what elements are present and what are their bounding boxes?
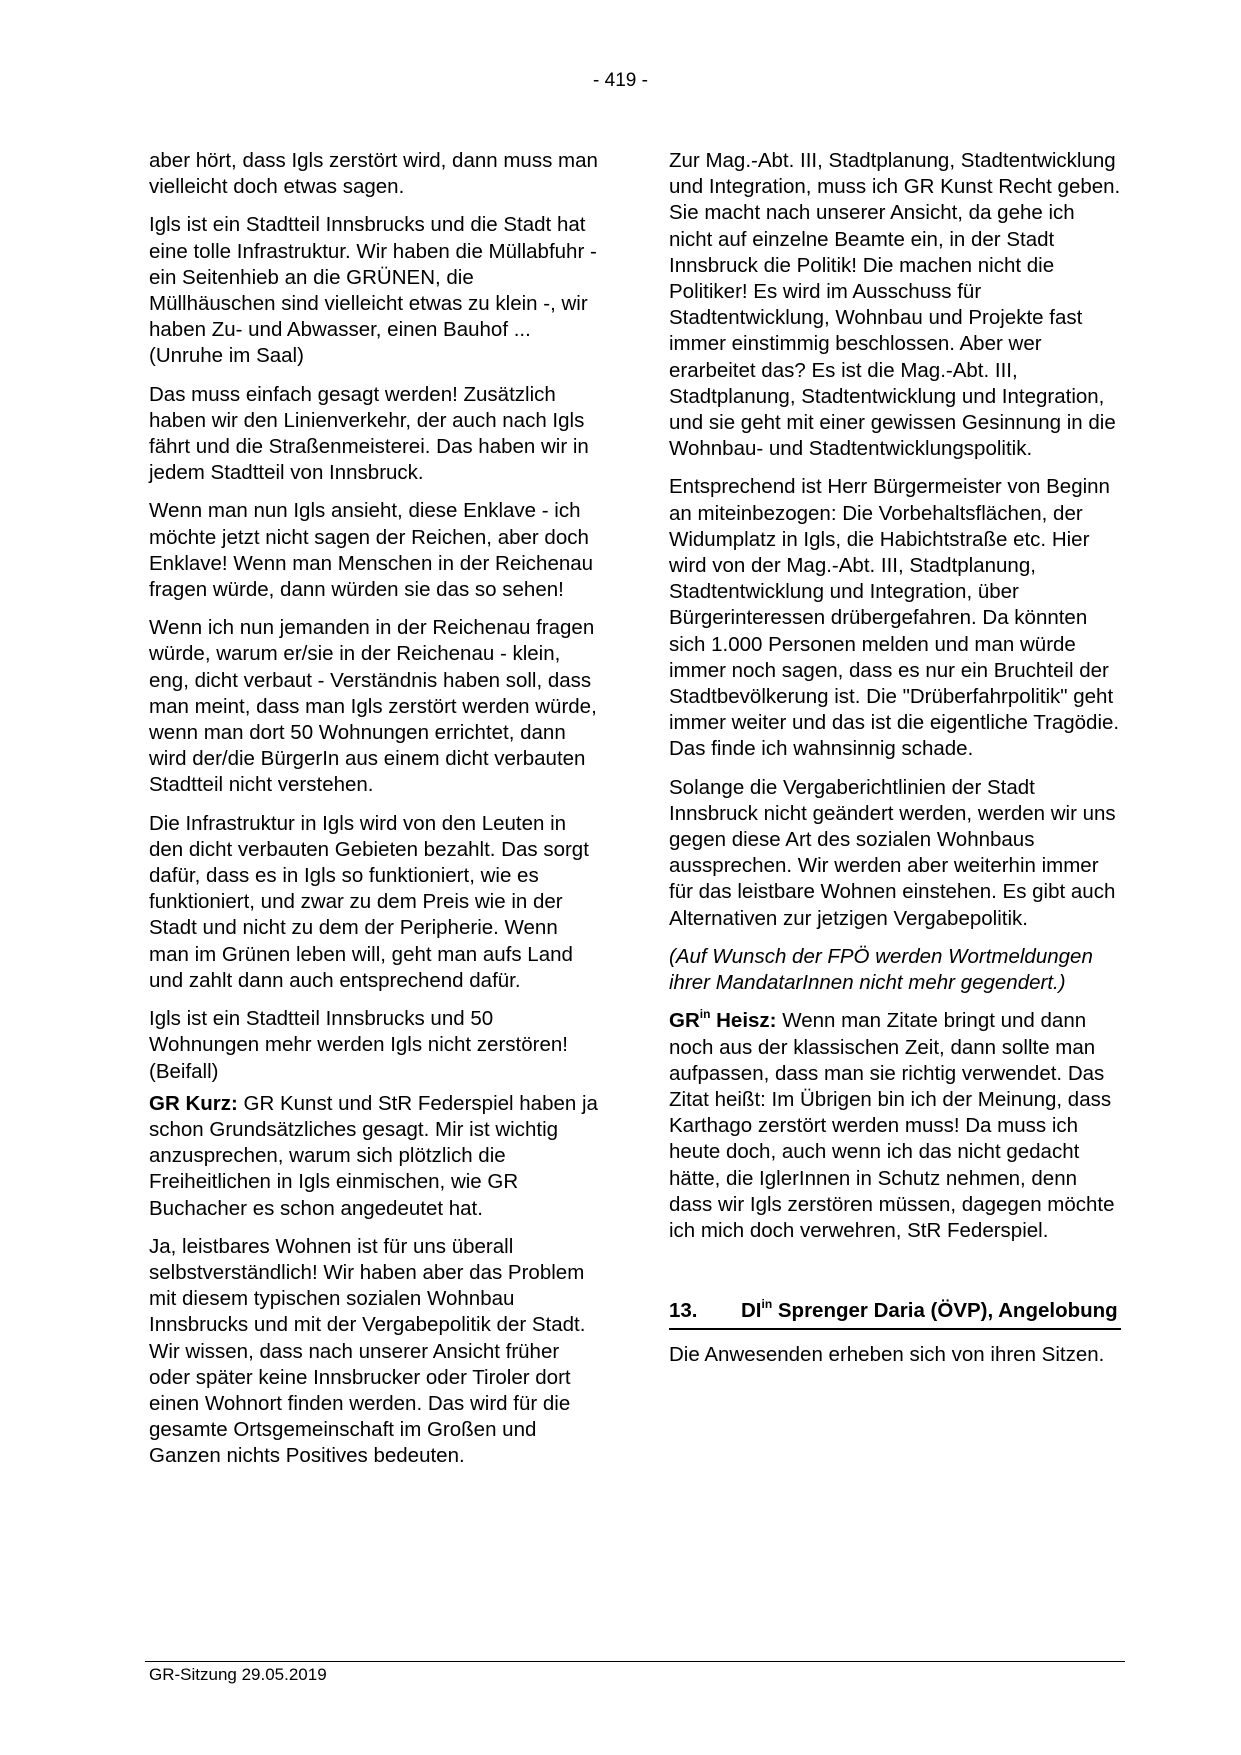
speech-text: GR Kunst und StR Federspiel haben ja schon Grundsätzliches gesagt. Mir ist wichtig anzusprechen, warum sich plötzlich die Freiheitlichen in Igls einmischen, wie GR Buchacher es schon angedeutet hat. — [149, 1091, 598, 1220]
speech-paragraph — [149, 1091, 600, 1222]
left-column — [149, 148, 600, 1482]
paragraph: Ja, leistbares Wohnen ist für uns überall selbstverständlich! Wir haben aber das Problem mit diesem typischen sozialen Wohnbau Innsbrucks und mit der Vergabepolitik der Stadt. Wir wissen, dass nach unserer Ansicht früher oder später keine Innsbrucker oder Tiroler dort einen Wohnort finden werden. Das wird für die gesamte Ortsgemeinschaft im Großen und Ganzen nichts Positives bedeuten. — [149, 1234, 586, 1468]
speech-text: Wenn man Zitate bringt und dann noch aus der klassischen Zeit, dann sollte man aufpassen, dass man sie richtig verwendet. Das Zitat heißt: Im Übrigen bin ich der Meinung, dass Karthago zerstört werden muss! Da muss ich heute doch, auch wenn ich das nicht gedacht hätte, die IglerInnen in Schutz nehmen, denn dass wir Igls zerstören müssen, dagegen möchte ich mich doch verwehren, StR Federspiel. — [669, 1009, 1115, 1242]
speaker-name: GR Kurz: — [149, 1091, 238, 1115]
agenda-number: 13. — [669, 1299, 698, 1323]
editorial-note: (Auf Wunsch der FPÖ werden Wortmeldungen ihrer MandatarInnen nicht mehr gegendert.) — [669, 944, 1093, 995]
paragraph: Das muss einfach gesagt werden! Zusätzlich haben wir den Linienverkehr, der auch nach Igls fährt und die Straßenmeisterei. Das haben wir in jedem Stadtteil von Innsbruck. — [149, 382, 589, 485]
paragraph: Igls ist ein Stadtteil Innsbrucks und 50 Wohnungen mehr werden Igls nicht zerstören! (Beifall) — [149, 1007, 568, 1083]
agenda-title: $DI^{in}$ Sprenger Daria (ÖVP), Angelobung — [741, 1297, 1118, 1323]
paragraph: Solange die Vergaberichtlinien der Stadt Innsbruck nicht geändert werden, werden wir uns gegen diese Art des sozialen Wohnbaus aussprechen. Wir werden aber weiterhin immer für das leistbare Wohnen einstehen. Es gibt auch Alternativen zur jetzigen Vergabepolitik. — [669, 775, 1116, 930]
paragraph: Wenn ich nun jemanden in der Reichenau fragen würde, warum er/sie in der Reichenau - klein, eng, dicht verbaut - Verständnis haben soll, dass man meint, dass man Igls zerstört werden würde, wenn man dort 50 Wohnungen errichtet, dann wird der/die BürgerIn aus einem dicht verbauten Stadtteil nicht verstehen. — [149, 616, 597, 797]
paragraph: Zur Mag.-Abt. III, Stadtplanung, Stadtentwicklung und Integration, muss ich GR Kunst Recht geben. Sie macht nach unserer Ansicht, da gehe ich nicht auf einzelne Beamte ein, in der Stadt Innsbruck die Politik! Die machen nicht die Politiker! Es wird im Ausschuss für Stadtentwicklung, Wohnbau und Projekte fast immer einstimmig beschlossen. Aber wer erarbeitet das? Es ist die Mag.-Abt. III, Stadtplanung, Stadtentwicklung und Integration, und sie geht mit einer gewissen Gesinnung in die Wohnbau- und Stadtentwicklungspolitik. — [669, 149, 1121, 461]
speaker-name: $GR^{in}$ Heisz: — [669, 1007, 777, 1033]
page-number: - 419 - — [593, 70, 648, 91]
footer: GR-Sitzung 29.05.2019 — [149, 1665, 327, 1684]
right-column — [669, 148, 1121, 1381]
paragraph: Wenn man nun Igls ansieht, diese Enklave - ich möchte jetzt nicht sagen der Reichen, aber doch Enklave! Wenn man Menschen in der Reichenau fragen würde, dann würden sie das so sehen! — [149, 499, 594, 602]
speech-paragraph — [669, 1008, 1121, 1244]
agenda-item-heading — [669, 1298, 1121, 1330]
paragraph: Die Anwesenden erheben sich von ihren Sitzen. — [669, 1343, 1105, 1367]
paragraph: Die Infrastruktur in Igls wird von den Leuten in den dicht verbauten Gebieten bezahlt. Das sorgt dafür, dass es in Igls so funktioniert, wie es funktioniert, und zwar zu dem Preis wie in der Stadt und nicht zu dem der Peripherie. Wenn man im Grünen leben will, geht man aufs Land und zahlt dann auch entsprechend dafür. — [149, 811, 589, 992]
paragraph: Igls ist ein Stadtteil Innsbrucks und die Stadt hat eine tolle Infrastruktur. Wir haben die Müllabfuhr - ein Seitenhieb an die GRÜNEN, die Müllhäuschen sind vielleicht etwas zu klein -, wir haben Zu- und Abwasser, einen Bauhof ... (Unruhe im Saal) — [149, 213, 597, 368]
footer-divider — [145, 1661, 1125, 1662]
paragraph: aber hört, dass Igls zerstört wird, dann muss man vielleicht doch etwas sagen. — [149, 149, 598, 199]
paragraph: Entsprechend ist Herr Bürgermeister von Beginn an miteinbezogen: Die Vorbehaltsflächen, der Widumplatz in Igls, die Habichtstraße etc. Hier wird von der Mag.-Abt. III, Stadtplanung, Stadtentwicklung und Integration, über Bürgerinteressen drübergefahren. Da könnten sich 1.000 Personen melden und man würde immer noch sagen, dass es nur ein Bruchteil der Stadtbevölkerung ist. Die "Drüberfahrpolitik" geht immer weiter und das ist die eigentliche Tragödie. Das finde ich wahnsinnig schade. — [669, 475, 1120, 761]
